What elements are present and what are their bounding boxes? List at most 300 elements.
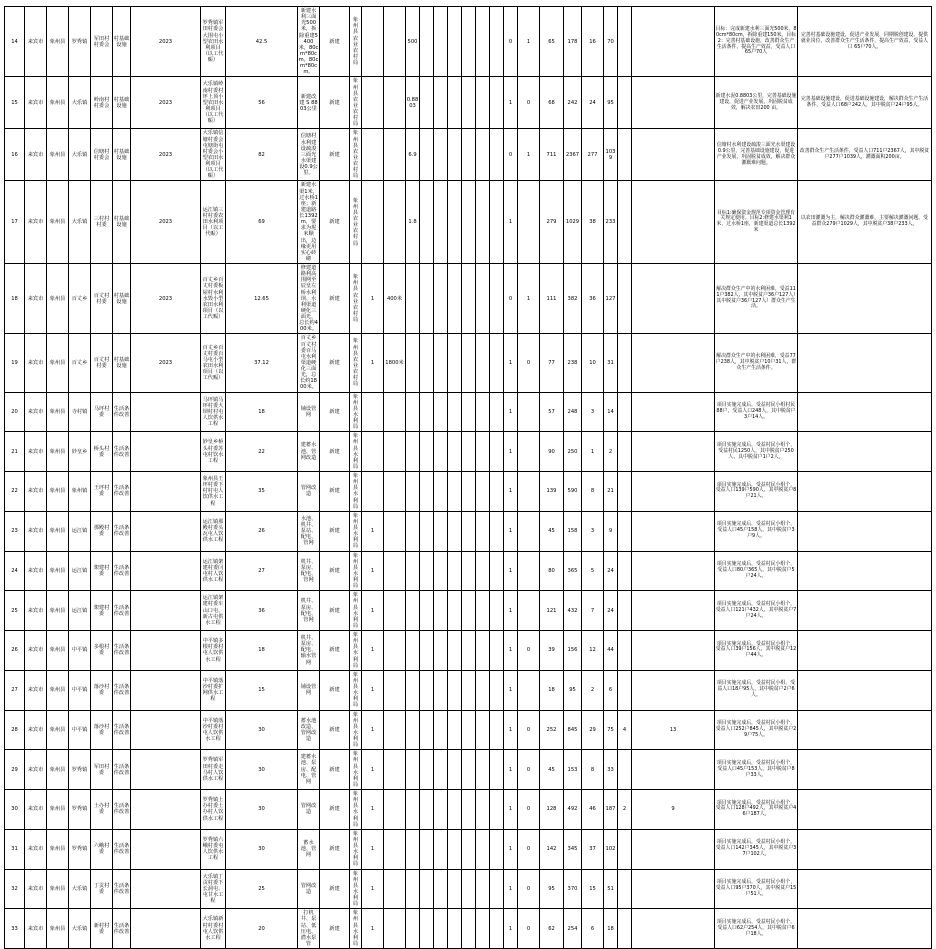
cell-c27[interactable] xyxy=(632,869,715,909)
cell-c13[interactable] xyxy=(406,909,420,949)
cell-build_type[interactable]: 新建 xyxy=(320,7,350,77)
cell-unit[interactable]: 象州县水利局 xyxy=(350,710,362,750)
cell-c11[interactable] xyxy=(362,432,384,472)
cell-c20[interactable]: 1 xyxy=(504,551,518,591)
cell-project_name[interactable]: 运江镇架建村委闫屯村人饮供水工程 xyxy=(201,551,226,591)
cell-c15[interactable] xyxy=(434,869,448,909)
cell-c20[interactable]: 1 xyxy=(504,591,518,631)
cell-benefit[interactable]: 完善基础设施建设，促进基础设施建设，解决群众生产生活条件，受益人口68户242人，其中脱贫户24户95人。 xyxy=(798,77,932,129)
cell-county[interactable]: 象州县 xyxy=(47,710,69,750)
cell-c27[interactable] xyxy=(632,264,715,334)
cell-c12[interactable] xyxy=(384,7,406,77)
cell-c22[interactable]: 279 xyxy=(540,181,564,264)
cell-c25[interactable]: 14 xyxy=(604,392,618,432)
cell-c26[interactable] xyxy=(618,129,632,181)
cell-c17[interactable] xyxy=(462,670,476,710)
cell-c17[interactable] xyxy=(462,750,476,790)
cell-c26[interactable] xyxy=(618,432,632,472)
cell-c20[interactable]: 1 xyxy=(504,392,518,432)
cell-c25[interactable]: 21 xyxy=(604,472,618,512)
cell-benefit[interactable]: 完善村基础设施建设，促进产业发展，同期脱创建设，提供就业岗位，改善群众生产生活条件，提高生产效益，受益人口 65户70人。 xyxy=(798,7,932,77)
cell-content[interactable]: 建蓄水池、泵房、配电、管网 xyxy=(298,750,320,790)
cell-year[interactable] xyxy=(131,670,201,710)
cell-village2[interactable]: 生活条件改善 xyxy=(113,909,131,949)
cell-c12[interactable] xyxy=(384,869,406,909)
cell-c17[interactable] xyxy=(462,392,476,432)
cell-goal[interactable]: 信塘村水利建设疏浚三面光水渠建设0.9公里，完善基础设施建设，促进产业发展，巩固脱贫成效，解决群众灌溉难问题。 xyxy=(715,129,798,181)
table-row[interactable] xyxy=(5,829,932,869)
table-row[interactable] xyxy=(5,909,932,949)
cell-year[interactable] xyxy=(131,750,201,790)
cell-c15[interactable] xyxy=(434,710,448,750)
cell-county[interactable]: 象州县 xyxy=(47,591,69,631)
cell-project_name[interactable]: 罗秀镇军田村委走马村人饮供水工程 xyxy=(201,750,226,790)
cell-county[interactable]: 象州县 xyxy=(47,264,69,334)
cell-c11[interactable]: 1 xyxy=(362,334,384,392)
cell-scale[interactable]: 30 xyxy=(226,829,298,869)
cell-goal[interactable]: 项目实施完成后，受益村民小组村民88户，受益人口248人，其中脱贫户3户14人。 xyxy=(715,392,798,432)
cell-city[interactable]: 来宾市 xyxy=(25,909,47,949)
cell-c27[interactable] xyxy=(632,551,715,591)
cell-county[interactable]: 象州县 xyxy=(47,129,69,181)
cell-c23[interactable]: 370 xyxy=(564,869,582,909)
cell-year[interactable] xyxy=(131,511,201,551)
cell-village2[interactable]: 生活条件改善 xyxy=(113,631,131,671)
cell-content[interactable]: 铺设管网 xyxy=(298,392,320,432)
cell-scale[interactable]: 20 xyxy=(226,909,298,949)
cell-goal[interactable]: 项目实施完成后，受益村民小组个，受益人口45户153人，其中脱贫户8户33人。 xyxy=(715,750,798,790)
cell-c15[interactable] xyxy=(434,392,448,432)
cell-unit[interactable]: 象州县农业农村局 xyxy=(350,7,362,77)
cell-c20[interactable]: 1 xyxy=(504,472,518,512)
cell-c23[interactable]: 2367 xyxy=(564,129,582,181)
cell-c13[interactable] xyxy=(406,392,420,432)
cell-c26[interactable] xyxy=(618,472,632,512)
table-row[interactable] xyxy=(5,392,932,432)
cell-village2[interactable]: 生活条件改善 xyxy=(113,750,131,790)
cell-c18[interactable] xyxy=(476,631,490,671)
cell-c26[interactable] xyxy=(618,750,632,790)
cell-scale[interactable]: 69 xyxy=(226,181,298,264)
cell-project_name[interactable]: 大乐镇信塘村委会屯塘街屯村委会小型农田水利项目（以工代赈） xyxy=(201,129,226,181)
cell-c12[interactable] xyxy=(384,511,406,551)
cell-city[interactable]: 来宾市 xyxy=(25,181,47,264)
cell-content[interactable]: 建蓄水池、管网改造 xyxy=(298,432,320,472)
cell-c14[interactable] xyxy=(420,909,434,949)
cell-year[interactable] xyxy=(131,392,201,432)
cell-build_type[interactable]: 新建 xyxy=(320,181,350,264)
cell-town[interactable]: 罗秀镇 xyxy=(69,7,91,77)
cell-city[interactable]: 来宾市 xyxy=(25,432,47,472)
cell-goal[interactable]: 项目实施完成后，受益村民小组个，受益人口252户845人，其中脱贫户29户75人。 xyxy=(715,710,798,750)
cell-content[interactable]: 机井、泵房、配电、输水管网 xyxy=(298,631,320,671)
cell-c22[interactable]: 711 xyxy=(540,129,564,181)
cell-c22[interactable]: 80 xyxy=(540,551,564,591)
cell-project_name[interactable]: 运江镇架建村委车山口屯、新古屯供水工程 xyxy=(201,591,226,631)
cell-c11[interactable]: 1 xyxy=(362,829,384,869)
cell-c14[interactable] xyxy=(420,631,434,671)
cell-c19[interactable] xyxy=(490,432,504,472)
cell-c22[interactable]: 142 xyxy=(540,829,564,869)
cell-goal[interactable]: 解决群众生产中的水利困难，受益111户382人，其中脱贫户36户127人）其中脱贫户36户127人）群众生产生活。 xyxy=(715,264,798,334)
cell-c21[interactable]: 1 xyxy=(518,264,540,334)
cell-village[interactable]: 百丈村村委 xyxy=(91,334,113,392)
cell-c19[interactable] xyxy=(490,181,504,264)
cell-county[interactable]: 象州县 xyxy=(47,7,69,77)
cell-c21[interactable] xyxy=(518,511,540,551)
cell-unit[interactable]: 象州县农业农村局 xyxy=(350,129,362,181)
cell-c20[interactable]: 1 xyxy=(504,869,518,909)
cell-c15[interactable] xyxy=(434,670,448,710)
cell-scale[interactable]: 82 xyxy=(226,129,298,181)
cell-c12[interactable] xyxy=(384,591,406,631)
cell-c23[interactable]: 345 xyxy=(564,829,582,869)
cell-c11[interactable] xyxy=(362,77,384,129)
cell-c25[interactable]: 51 xyxy=(604,869,618,909)
cell-c12[interactable] xyxy=(384,829,406,869)
cell-unit[interactable]: 象州县水利局 xyxy=(350,909,362,949)
cell-village[interactable]: 那殿村委 xyxy=(91,511,113,551)
cell-content[interactable]: 管网改造 xyxy=(298,790,320,830)
cell-village[interactable]: 丁贡村委 xyxy=(91,869,113,909)
cell-c11[interactable]: 1 xyxy=(362,511,384,551)
cell-c12[interactable] xyxy=(384,909,406,949)
cell-c13[interactable] xyxy=(406,631,420,671)
cell-c18[interactable] xyxy=(476,472,490,512)
cell-city[interactable]: 来宾市 xyxy=(25,264,47,334)
cell-c25[interactable]: 33 xyxy=(604,750,618,790)
cell-c26[interactable] xyxy=(618,631,632,671)
cell-c25[interactable]: 95 xyxy=(604,77,618,129)
cell-goal[interactable]: 项目实施完成后，受益村民小组个，受益人口62户254人，其中脱贫户6户18人。 xyxy=(715,909,798,949)
cell-year[interactable]: 2023 xyxy=(131,129,201,181)
cell-c25[interactable]: 9 xyxy=(604,511,618,551)
cell-c27[interactable] xyxy=(632,631,715,671)
cell-c13[interactable] xyxy=(406,511,420,551)
cell-benefit[interactable] xyxy=(798,392,932,432)
cell-c16[interactable] xyxy=(448,551,462,591)
cell-village[interactable]: 架建村委 xyxy=(91,551,113,591)
cell-c22[interactable]: 62 xyxy=(540,909,564,949)
cell-c24[interactable]: 15 xyxy=(582,869,604,909)
cell-c24[interactable]: 6 xyxy=(582,909,604,949)
cell-c14[interactable] xyxy=(420,869,434,909)
cell-unit[interactable]: 象州县水利局 xyxy=(350,392,362,432)
cell-c15[interactable] xyxy=(434,472,448,512)
table-row[interactable] xyxy=(5,432,932,472)
cell-c26[interactable] xyxy=(618,909,632,949)
cell-c18[interactable] xyxy=(476,790,490,830)
cell-c27[interactable] xyxy=(632,77,715,129)
cell-c25[interactable]: 233 xyxy=(604,181,618,264)
cell-c16[interactable] xyxy=(448,710,462,750)
cell-project_name[interactable]: 百丈乡百丈村委百马屯小型农田水利项目（以工代赈） xyxy=(201,334,226,392)
cell-town[interactable]: 寺村镇 xyxy=(69,392,91,432)
cell-c19[interactable] xyxy=(490,472,504,512)
cell-c19[interactable] xyxy=(490,631,504,671)
cell-c25[interactable]: 187 xyxy=(604,790,618,830)
cell-village2[interactable]: 生活条件改善 xyxy=(113,511,131,551)
cell-city[interactable]: 来宾市 xyxy=(25,710,47,750)
cell-c12[interactable] xyxy=(384,750,406,790)
cell-village[interactable]: 马坪村委 xyxy=(91,392,113,432)
cell-c19[interactable] xyxy=(490,591,504,631)
cell-goal[interactable]: 项目实施完成后，受益村民小组个，受益人口121户432人，其中脱贫户7户24人。 xyxy=(715,591,798,631)
cell-city[interactable]: 来宾市 xyxy=(25,591,47,631)
cell-seq[interactable]: 16 xyxy=(5,129,25,181)
cell-c12[interactable] xyxy=(384,551,406,591)
cell-c13[interactable]: 500 xyxy=(406,7,420,77)
cell-seq[interactable]: 33 xyxy=(5,909,25,949)
cell-build_type[interactable]: 新建 xyxy=(320,790,350,830)
cell-c14[interactable] xyxy=(420,77,434,129)
cell-c12[interactable] xyxy=(384,472,406,512)
cell-scale[interactable]: 22 xyxy=(226,432,298,472)
cell-c27[interactable] xyxy=(632,750,715,790)
cell-build_type[interactable]: 新建 xyxy=(320,710,350,750)
cell-c12[interactable] xyxy=(384,181,406,264)
cell-county[interactable]: 象州县 xyxy=(47,181,69,264)
cell-c17[interactable] xyxy=(462,710,476,750)
cell-c25[interactable]: 70 xyxy=(604,7,618,77)
cell-build_type[interactable]: 新建 xyxy=(320,129,350,181)
cell-build_type[interactable]: 新建 xyxy=(320,631,350,671)
cell-unit[interactable]: 象州县水利局 xyxy=(350,511,362,551)
cell-year[interactable] xyxy=(131,710,201,750)
cell-c13[interactable] xyxy=(406,710,420,750)
cell-year[interactable] xyxy=(131,631,201,671)
cell-build_type[interactable]: 新建 xyxy=(320,869,350,909)
cell-benefit[interactable]: 以农田灌溉为主，解决群众灌溉难，主要解决灌溉问题，受益群众279户1029人，其中脱贫户38户233人。 xyxy=(798,181,932,264)
cell-c26[interactable]: 2 xyxy=(618,790,632,830)
cell-unit[interactable]: 象州县水利局 xyxy=(350,829,362,869)
cell-county[interactable]: 象州县 xyxy=(47,909,69,949)
cell-c24[interactable]: 36 xyxy=(582,264,604,334)
cell-c17[interactable] xyxy=(462,909,476,949)
cell-c21[interactable] xyxy=(518,551,540,591)
cell-c20[interactable]: 0 xyxy=(504,129,518,181)
table-row[interactable] xyxy=(5,129,932,181)
cell-c21[interactable] xyxy=(518,591,540,631)
cell-c16[interactable] xyxy=(448,77,462,129)
cell-c14[interactable] xyxy=(420,129,434,181)
cell-c17[interactable] xyxy=(462,77,476,129)
cell-scale[interactable]: 56 xyxy=(226,77,298,129)
cell-c20[interactable]: 1 xyxy=(504,77,518,129)
cell-village2[interactable]: 生活条件改善 xyxy=(113,551,131,591)
cell-c12[interactable] xyxy=(384,631,406,671)
cell-village[interactable]: 桥头村委 xyxy=(91,432,113,472)
cell-project_name[interactable]: 运江镇三村村委农田水利项目（以工代赈） xyxy=(201,181,226,264)
table-row[interactable] xyxy=(5,472,932,512)
cell-c24[interactable]: 5 xyxy=(582,551,604,591)
cell-c14[interactable] xyxy=(420,710,434,750)
cell-c26[interactable] xyxy=(618,591,632,631)
cell-town[interactable]: 罗秀镇 xyxy=(69,750,91,790)
cell-year[interactable]: 2023 xyxy=(131,7,201,77)
cell-content[interactable]: 管网改造 xyxy=(298,472,320,512)
cell-town[interactable]: 象州镇 xyxy=(69,472,91,512)
cell-village[interactable]: 新村村委 xyxy=(91,909,113,949)
cell-benefit[interactable] xyxy=(798,710,932,750)
cell-village2[interactable]: 生活条件改善 xyxy=(113,869,131,909)
cell-seq[interactable]: 32 xyxy=(5,869,25,909)
cell-c24[interactable]: 3 xyxy=(582,511,604,551)
cell-c24[interactable]: 3 xyxy=(582,392,604,432)
cell-build_type[interactable]: 新建 xyxy=(320,829,350,869)
cell-scale[interactable]: 27 xyxy=(226,551,298,591)
cell-c20[interactable]: 1 xyxy=(504,790,518,830)
cell-build_type[interactable]: 新建 xyxy=(320,392,350,432)
cell-c24[interactable]: 277 xyxy=(582,129,604,181)
cell-c18[interactable] xyxy=(476,392,490,432)
cell-year[interactable] xyxy=(131,829,201,869)
cell-c23[interactable]: 158 xyxy=(564,511,582,551)
cell-c26[interactable] xyxy=(618,392,632,432)
cell-c13[interactable] xyxy=(406,790,420,830)
cell-c27[interactable] xyxy=(632,181,715,264)
cell-c17[interactable] xyxy=(462,472,476,512)
cell-c18[interactable] xyxy=(476,432,490,472)
cell-c18[interactable] xyxy=(476,909,490,949)
cell-c13[interactable] xyxy=(406,551,420,591)
cell-benefit[interactable] xyxy=(798,591,932,631)
cell-unit[interactable]: 象州县农业农村局 xyxy=(350,77,362,129)
cell-c20[interactable]: 1 xyxy=(504,909,518,949)
cell-c11[interactable] xyxy=(362,392,384,432)
cell-goal[interactable]: 目标1:确保资金规范专项资金管理有关规定使用。目标2:修建水渠利1米，过水桥1座，新建渠道总长1392米 xyxy=(715,181,798,264)
cell-c15[interactable] xyxy=(434,7,448,77)
cell-county[interactable]: 象州县 xyxy=(47,472,69,512)
cell-c20[interactable]: 1 xyxy=(504,750,518,790)
cell-town[interactable]: 百丈乡 xyxy=(69,334,91,392)
cell-c20[interactable]: 0 xyxy=(504,264,518,334)
cell-c23[interactable]: 156 xyxy=(564,631,582,671)
cell-c15[interactable] xyxy=(434,591,448,631)
cell-unit[interactable]: 象州县农业农村局 xyxy=(350,264,362,334)
cell-city[interactable]: 来宾市 xyxy=(25,829,47,869)
cell-county[interactable]: 象州县 xyxy=(47,392,69,432)
cell-unit[interactable]: 象州县水利局 xyxy=(350,432,362,472)
cell-c25[interactable]: 31 xyxy=(604,334,618,392)
cell-unit[interactable]: 象州县水利局 xyxy=(350,591,362,631)
cell-c25[interactable]: 102 xyxy=(604,829,618,869)
cell-c25[interactable]: 24 xyxy=(604,591,618,631)
cell-c26[interactable] xyxy=(618,181,632,264)
cell-year[interactable]: 2023 xyxy=(131,334,201,392)
cell-c21[interactable]: 0 xyxy=(518,631,540,671)
cell-c18[interactable] xyxy=(476,670,490,710)
cell-c15[interactable] xyxy=(434,129,448,181)
cell-c14[interactable] xyxy=(420,829,434,869)
cell-scale[interactable]: 36 xyxy=(226,591,298,631)
cell-village2[interactable]: 生活条件改善 xyxy=(113,591,131,631)
cell-city[interactable]: 来宾市 xyxy=(25,7,47,77)
cell-c19[interactable] xyxy=(490,869,504,909)
cell-c25[interactable]: 6 xyxy=(604,670,618,710)
cell-c25[interactable]: 44 xyxy=(604,631,618,671)
cell-c14[interactable] xyxy=(420,181,434,264)
cell-c23[interactable]: 178 xyxy=(564,7,582,77)
cell-c19[interactable] xyxy=(490,392,504,432)
cell-c24[interactable]: 8 xyxy=(582,750,604,790)
cell-year[interactable] xyxy=(131,432,201,472)
cell-c19[interactable] xyxy=(490,790,504,830)
table-row[interactable] xyxy=(5,790,932,830)
cell-content[interactable]: 管网改造 xyxy=(298,869,320,909)
cell-c17[interactable] xyxy=(462,790,476,830)
cell-village2[interactable]: 生活条件改善 xyxy=(113,790,131,830)
cell-c11[interactable] xyxy=(362,472,384,512)
cell-village[interactable]: 架建村委 xyxy=(91,591,113,631)
cell-county[interactable]: 象州县 xyxy=(47,869,69,909)
cell-c13[interactable] xyxy=(406,670,420,710)
cell-c12[interactable] xyxy=(384,432,406,472)
cell-c14[interactable] xyxy=(420,392,434,432)
cell-county[interactable]: 象州县 xyxy=(47,334,69,392)
cell-village[interactable]: 落沙村委 xyxy=(91,670,113,710)
cell-year[interactable] xyxy=(131,909,201,949)
cell-build_type[interactable]: 新建 xyxy=(320,670,350,710)
cell-c11[interactable]: 1 xyxy=(362,591,384,631)
cell-unit[interactable]: 象州县水利局 xyxy=(350,472,362,512)
cell-c11[interactable] xyxy=(362,129,384,181)
cell-c17[interactable] xyxy=(462,432,476,472)
cell-village2[interactable]: 生活条件改善 xyxy=(113,829,131,869)
cell-c16[interactable] xyxy=(448,432,462,472)
table-row[interactable] xyxy=(5,750,932,790)
cell-c24[interactable]: 24 xyxy=(582,77,604,129)
cell-c23[interactable]: 250 xyxy=(564,432,582,472)
cell-c21[interactable]: 1 xyxy=(518,129,540,181)
cell-benefit[interactable] xyxy=(798,790,932,830)
cell-town[interactable]: 罗秀镇 xyxy=(69,829,91,869)
cell-city[interactable]: 来宾市 xyxy=(25,472,47,512)
cell-unit[interactable]: 象州县水利局 xyxy=(350,631,362,671)
cell-c14[interactable] xyxy=(420,670,434,710)
cell-c19[interactable] xyxy=(490,710,504,750)
cell-benefit[interactable] xyxy=(798,869,932,909)
cell-c14[interactable] xyxy=(420,591,434,631)
cell-c25[interactable]: 2 xyxy=(604,432,618,472)
cell-unit[interactable]: 象州县水利局 xyxy=(350,790,362,830)
cell-goal[interactable]: 项目实施完成后，受益村民小组个，受益人口139户590人，其中脱贫户8户21人。 xyxy=(715,472,798,512)
cell-build_type[interactable]: 新建 xyxy=(320,909,350,949)
cell-c18[interactable] xyxy=(476,7,490,77)
cell-scale[interactable]: 30 xyxy=(226,710,298,750)
cell-c13[interactable] xyxy=(406,869,420,909)
cell-county[interactable]: 象州县 xyxy=(47,551,69,591)
cell-c16[interactable] xyxy=(448,591,462,631)
cell-c22[interactable]: 39 xyxy=(540,631,564,671)
cell-c24[interactable]: 12 xyxy=(582,631,604,671)
cell-project_name[interactable]: 大乐镇新村村委村屯人饮供水工程 xyxy=(201,909,226,949)
cell-year[interactable] xyxy=(131,551,201,591)
cell-c14[interactable] xyxy=(420,264,434,334)
cell-content[interactable]: 铺设管网 xyxy=(298,670,320,710)
cell-c26[interactable] xyxy=(618,670,632,710)
cell-content[interactable]: 水池、机井、泵站、配电、管网 xyxy=(298,511,320,551)
cell-c18[interactable] xyxy=(476,181,490,264)
cell-c15[interactable] xyxy=(434,77,448,129)
cell-village2[interactable]: 生活条件改善 xyxy=(113,392,131,432)
cell-c21[interactable]: 0 xyxy=(518,829,540,869)
cell-benefit[interactable] xyxy=(798,432,932,472)
cell-c12[interactable] xyxy=(384,129,406,181)
cell-county[interactable]: 象州县 xyxy=(47,790,69,830)
cell-c19[interactable] xyxy=(490,909,504,949)
cell-c11[interactable]: 1 xyxy=(362,264,384,334)
